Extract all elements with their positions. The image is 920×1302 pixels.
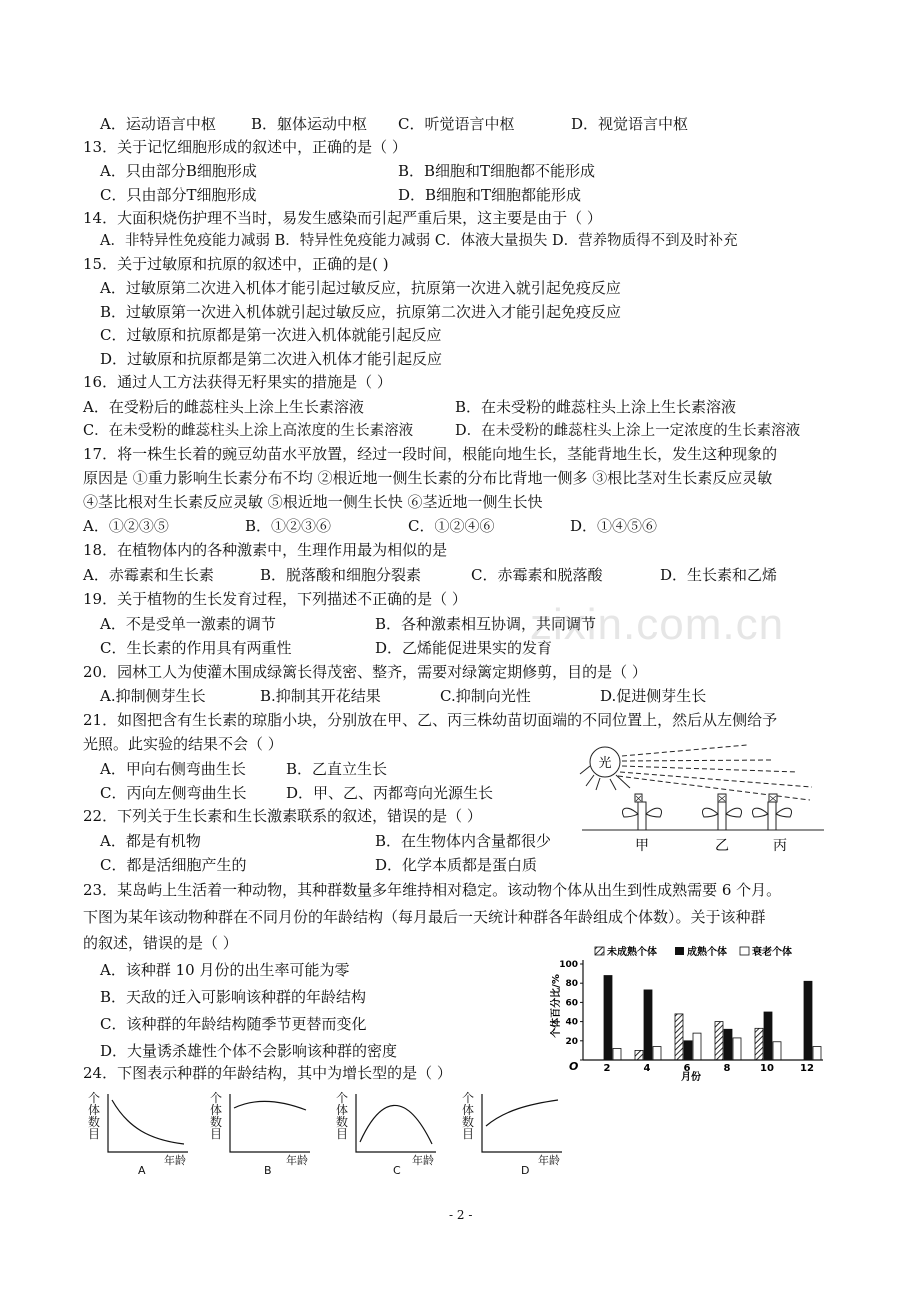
q22-stem: 22．下列关于生长素和生长激素联系的叙述，错误的是（ ）	[83, 807, 482, 825]
q19-option-d: D．乙烯能促进果实的发育	[375, 639, 553, 657]
ylabel-b: 个体数目	[210, 1091, 223, 1141]
legend-swatch-mature	[675, 947, 684, 955]
xlabel-b: 年龄	[286, 1154, 308, 1167]
q21-line-2: 光照。此实验的结果不会（ ）	[83, 735, 283, 753]
q12-option-b: B．躯体运动中枢	[251, 115, 368, 133]
q22-option-d: D．化学本质都是蛋白质	[375, 856, 538, 874]
q13-option-c: C．只由部分T细胞形成	[100, 186, 257, 204]
q17-line-3: ④茎比根对生长素反应灵敏 ⑤根近地一侧生长快 ⑥茎近地一侧生长快	[83, 493, 543, 511]
q22-option-b: B．在生物体内含量都很少	[375, 832, 552, 850]
q17-option-a: A．①②③⑤	[83, 517, 169, 535]
x-tick-label: 6	[683, 1063, 691, 1074]
y-tick-label: 100	[559, 960, 578, 970]
q16-option-c: C．在未受粉的雌蕊柱头上涂上高浓度的生长素溶液	[83, 423, 414, 439]
bar-senescent-month-2	[613, 1048, 621, 1060]
chart-xlabel: 月份	[681, 1072, 701, 1082]
q23-line-3: 的叙述，错误的是（ ）	[83, 934, 238, 952]
chart-ylabel: 个体百分比/%	[551, 974, 562, 1038]
y-tick-label: 40	[565, 1017, 578, 1028]
chart-origin: O	[569, 1060, 579, 1073]
q20-option-b: B.抑制其开花结果	[260, 687, 381, 705]
q17-line-2: 原因是 ①重力影响生长素分布不均 ②根近地一侧生长素的分布比背地一侧多 ③根比茎对生长素反应灵敏	[83, 469, 773, 487]
q23-line-1: 23．某岛屿上生活着一种动物，其种群数量多年维持相对稳定。该动物个体从出生到性成熟需要 6 个月。	[83, 881, 782, 899]
bar-senescent-month-4	[653, 1047, 661, 1060]
bar-mature-month-10	[764, 1012, 772, 1060]
ylabel-a: 个体数目	[88, 1091, 101, 1141]
age-pyramid-graphs	[80, 1088, 580, 1178]
q18-stem: 18．在植物体内的各种激素中，生理作用最为相似的是	[83, 541, 448, 559]
bar-senescent-month-6	[693, 1033, 701, 1060]
q21-option-a: A．甲向右侧弯曲生长	[100, 760, 246, 778]
graph-label-d: D	[521, 1164, 530, 1177]
q18-option-b: B．脱落酸和细胞分裂素	[260, 566, 422, 584]
q22-option-c: C．都是活细胞产生的	[100, 856, 247, 874]
q15-stem: 15．关于过敏原和抗原的叙述中，正确的是( )	[83, 255, 389, 273]
q18-option-c: C．赤霉素和脱落酸	[471, 566, 603, 584]
bar-immature-month-8	[715, 1022, 723, 1060]
q16-stem: 16．通过人工方法获得无籽果实的措施是（ ）	[83, 373, 392, 391]
graph-label-a: A	[138, 1164, 146, 1177]
legend-swatch-immature	[595, 947, 604, 955]
q21-option-c: C．丙向左侧弯曲生长	[100, 784, 247, 802]
watermark: zixin.com.cn	[530, 600, 785, 649]
bar-mature-month-2	[604, 976, 612, 1060]
legend-immature: 未成熟个体	[607, 947, 657, 958]
bar-immature-month-10	[755, 1028, 763, 1060]
graph-label-b: B	[264, 1164, 272, 1177]
curve-c	[360, 1105, 432, 1144]
q17-option-b: B．①②③⑥	[245, 517, 332, 535]
q13-option-b: B．B细胞和T细胞都不能形成	[398, 162, 596, 180]
bar-immature-month-6	[675, 1014, 683, 1060]
label-bing: 丙	[773, 838, 787, 854]
bar-mature-month-6	[684, 1041, 692, 1060]
q23-line-2: 下图为某年该动物种群在不同月份的年龄结构（每月最后一天统计种群各年龄组成个体数）。关于该种群	[83, 908, 766, 926]
x-tick-label: 2	[603, 1063, 611, 1074]
q19-option-c: C．生长素的作用具有两重性	[100, 639, 292, 657]
q16-option-d: D．在未受粉的雌蕊柱头上涂上一定浓度的生长素溶液	[455, 423, 801, 439]
bar-senescent-month-12	[813, 1047, 821, 1060]
q24-stem: 24．下图表示种群的年龄结构，其中为增长型的是（ ）	[83, 1064, 452, 1082]
q20-option-a: A.抑制侧芽生长	[100, 687, 206, 705]
q22-option-a: A．都是有机物	[100, 832, 201, 850]
y-tick-label: 60	[565, 998, 578, 1009]
q19-stem: 19．关于植物的生长发育过程，下列描述不正确的是（ ）	[83, 590, 467, 608]
x-tick-label: 12	[800, 1063, 814, 1074]
q23-option-d: D．大量诱杀雄性个体不会影响该种群的密度	[100, 1042, 398, 1060]
label-yi: 乙	[715, 838, 729, 854]
q13-option-a: A．只由部分B细胞形成	[100, 162, 257, 180]
q19-option-a: A．不是受单一激素的调节	[100, 615, 276, 633]
q12-option-a: A．运动语言中枢	[100, 115, 216, 133]
q23-option-a: A．该种群 10 月份的出生率可能为零	[100, 961, 350, 979]
q19-option-b: B．各种激素相互协调，共同调节	[375, 615, 597, 633]
q16-option-b: B．在未受粉的雌蕊柱头上涂上生长素溶液	[455, 398, 737, 416]
bar-mature-month-8	[724, 1029, 732, 1060]
legend-mature: 成熟个体	[687, 947, 727, 958]
q15-option-c: C．过敏原和抗原都是第一次进入机体就能引起反应	[100, 326, 442, 344]
q21-option-b: B．乙直立生长	[286, 760, 388, 778]
q17-line-1: 17．将一株生长着的豌豆幼苗水平放置，经过一段时间，根能向地生长，茎能背地生长，发生这种现象的	[83, 445, 778, 463]
q16-option-a: A．在受粉后的雌蕊柱头上涂上生长素溶液	[83, 398, 364, 416]
q20-stem: 20．园林工人为使灌木围成绿篱长得茂密、整齐，需要对绿篱定期修剪，目的是（ ）	[83, 663, 647, 681]
page-number: - 2 -	[449, 1208, 473, 1222]
x-tick-label: 10	[760, 1063, 774, 1074]
y-tick-label: 80	[565, 979, 578, 990]
bar-mature-month-4	[644, 990, 652, 1060]
x-tick-label: 8	[723, 1063, 731, 1074]
legend-senescent: 衰老个体	[752, 947, 792, 958]
light-label: 光	[598, 756, 612, 771]
q17-option-c: C．①②④⑥	[408, 517, 495, 535]
bar-senescent-month-10	[773, 1042, 781, 1060]
q18-option-a: A．赤霉素和生长素	[83, 566, 214, 584]
bar-mature-month-12	[804, 981, 812, 1060]
chart-legend	[595, 945, 792, 958]
xlabel-c: 年龄	[412, 1154, 434, 1167]
bar-immature-month-4	[635, 1050, 643, 1060]
q14-options: A．非特异性免疫能力减弱 B．特异性免疫能力减弱 C．体液大量损失 D．营养物质得不到及时补充	[100, 233, 738, 249]
curve-a-declining	[112, 1100, 184, 1144]
q20-option-c: C.抑制向光性	[440, 687, 531, 705]
q14-stem: 14．大面积烧伤护理不当时，易发生感染而引起严重后果，这主要是由于（ ）	[83, 209, 602, 227]
q17-option-d: D．①④⑤⑥	[570, 517, 658, 535]
q13-stem: 13．关于记忆细胞形成的叙述中，正确的是（ ）	[83, 138, 407, 156]
bar-senescent-month-8	[733, 1038, 741, 1060]
xlabel-a: 年龄	[164, 1154, 186, 1167]
q15-option-b: B．过敏原第一次进入机体就引起过敏反应，抗原第二次进入才能引起免疫反应	[100, 303, 622, 321]
label-jia: 甲	[635, 838, 649, 854]
seedling-figure	[572, 742, 842, 857]
q21-line-1: 21．如图把含有生长素的琼脂小块，分别放在甲、乙、丙三株幼苗切面端的不同位置上，然后从左侧给予	[83, 711, 778, 729]
q23-option-b: B．天敌的迁入可影响该种群的年龄结构	[100, 988, 367, 1006]
ylabel-c: 个体数目	[336, 1091, 349, 1141]
q15-option-a: A．过敏原第二次进入机体才能引起过敏反应，抗原第一次进入就引起免疫反应	[100, 279, 621, 297]
q15-option-d: D．过敏原和抗原都是第二次进入机体才能引起反应	[100, 350, 443, 368]
q12-option-d: D．视觉语言中枢	[571, 115, 689, 133]
ylabel-d: 个体数目	[462, 1091, 475, 1141]
q18-option-d: D．生长素和乙烯	[660, 566, 778, 584]
y-tick-label: 20	[565, 1036, 578, 1047]
curve-b-stable	[234, 1101, 306, 1110]
x-tick-label: 4	[643, 1063, 651, 1074]
legend-swatch-senescent	[740, 947, 749, 955]
curve-d	[486, 1100, 558, 1126]
q21-option-d: D．甲、乙、丙都弯向光源生长	[286, 784, 494, 802]
q12-option-c: C．听觉语言中枢	[398, 115, 515, 133]
graph-label-c: C	[393, 1164, 401, 1177]
q20-option-d: D.促进侧芽生长	[600, 687, 707, 705]
q13-option-d: D．B细胞和T细胞都能形成	[398, 186, 582, 204]
xlabel-d: 年龄	[538, 1154, 560, 1167]
age-structure-bar-chart	[545, 942, 835, 1082]
q23-option-c: C．该种群的年龄结构随季节更替而变化	[100, 1015, 367, 1033]
